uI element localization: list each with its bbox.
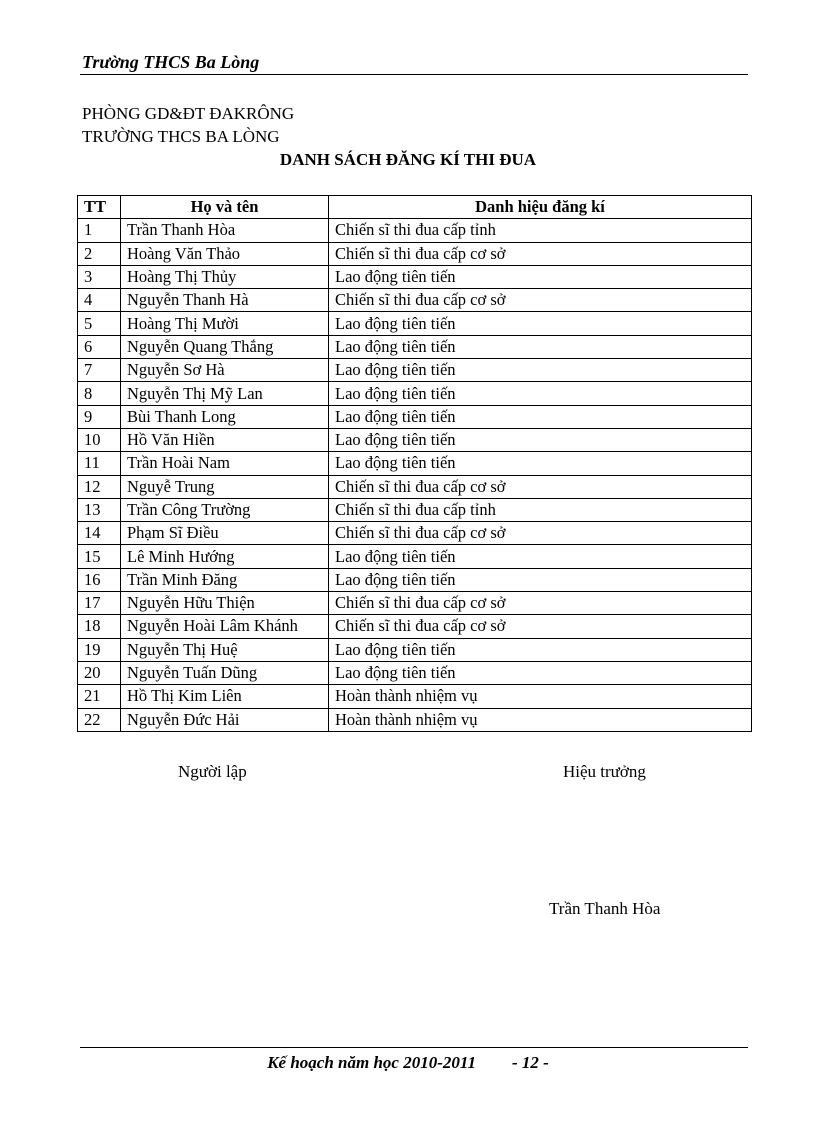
- table-header-row: [78, 196, 752, 219]
- cell-name: Nguyễn Sơ Hà: [121, 359, 329, 382]
- cell-name: Nguyễn Hoài Lâm Khánh: [121, 615, 329, 638]
- cell-title: Lao động tiên tiến: [329, 405, 752, 428]
- cell-tt: 2: [78, 242, 121, 265]
- cell-tt: 10: [78, 428, 121, 451]
- cell-title: Lao động tiên tiến: [329, 335, 752, 358]
- table-row: [78, 592, 752, 615]
- column-header-name: Họ và tên: [121, 196, 329, 219]
- cell-tt: 18: [78, 615, 121, 638]
- org-school: TRƯỜNG THCS BA LÒNG: [82, 127, 280, 146]
- cell-name: Bùi Thanh Long: [121, 405, 329, 428]
- table-row: [78, 661, 752, 684]
- cell-title: Lao động tiên tiến: [329, 568, 752, 591]
- table-row: [78, 522, 752, 545]
- table-row: [78, 289, 752, 312]
- cell-title: Chiến sĩ thi đua cấp tỉnh: [329, 219, 752, 242]
- table-row: [78, 475, 752, 498]
- signature-right-label: Hiệu trưởng: [563, 762, 646, 781]
- cell-tt: 11: [78, 452, 121, 475]
- cell-title: Lao động tiên tiến: [329, 428, 752, 451]
- cell-tt: 13: [78, 498, 121, 521]
- footer-plan-text: Kế hoạch năm học 2010-2011: [267, 1053, 476, 1072]
- table-row: [78, 545, 752, 568]
- footer-rule: [80, 1047, 748, 1048]
- table-row: [78, 452, 752, 475]
- signature-right-name: Trần Thanh Hòa: [549, 899, 661, 918]
- cell-name: Trần Công Trường: [121, 498, 329, 521]
- table-row: [78, 382, 752, 405]
- cell-name: Lê Minh Hướng: [121, 545, 329, 568]
- org-department: PHÒNG GD&ĐT ĐAKRÔNG: [82, 104, 295, 123]
- cell-name: Nguyễn Quang Thắng: [121, 335, 329, 358]
- cell-name: Nguyễn Thị Huệ: [121, 638, 329, 661]
- cell-name: Trần Hoài Nam: [121, 452, 329, 475]
- cell-name: Phạm Sĩ Điều: [121, 522, 329, 545]
- cell-tt: 9: [78, 405, 121, 428]
- cell-tt: 6: [78, 335, 121, 358]
- cell-title: Hoàn thành nhiệm vụ: [329, 708, 752, 731]
- cell-name: Nguyễn Thị Mỹ Lan: [121, 382, 329, 405]
- table-row: [78, 335, 752, 358]
- registration-table: [77, 195, 752, 732]
- cell-title: Chiến sĩ thi đua cấp cơ sở: [329, 615, 752, 638]
- cell-tt: 16: [78, 568, 121, 591]
- table-row: [78, 708, 752, 731]
- table-row: [78, 219, 752, 242]
- cell-name: Trần Thanh Hòa: [121, 219, 329, 242]
- cell-title: Lao động tiên tiến: [329, 661, 752, 684]
- cell-title: Hoàn thành nhiệm vụ: [329, 685, 752, 708]
- footer: [0, 1053, 816, 1073]
- cell-tt: 20: [78, 661, 121, 684]
- cell-tt: 21: [78, 685, 121, 708]
- cell-name: Hoàng Văn Thảo: [121, 242, 329, 265]
- cell-tt: 7: [78, 359, 121, 382]
- header-rule: [80, 74, 748, 75]
- table-row: [78, 615, 752, 638]
- cell-name: Trần Minh Đăng: [121, 568, 329, 591]
- document-title: DANH SÁCH ĐĂNG KÍ THI ĐUA: [279, 150, 537, 169]
- cell-tt: 19: [78, 638, 121, 661]
- cell-tt: 8: [78, 382, 121, 405]
- cell-title: Chiến sĩ thi đua cấp cơ sở: [329, 592, 752, 615]
- page-number: - 12 -: [511, 1053, 549, 1072]
- cell-title: Lao động tiên tiến: [329, 359, 752, 382]
- column-header-tt: TT: [78, 196, 121, 219]
- cell-title: Lao động tiên tiến: [329, 265, 752, 288]
- table-row: [78, 568, 752, 591]
- cell-tt: 3: [78, 265, 121, 288]
- cell-name: Hồ Thị Kim Liên: [121, 685, 329, 708]
- cell-name: Hồ Văn Hiền: [121, 428, 329, 451]
- table-row: [78, 242, 752, 265]
- cell-name: Nguyễ Trung: [121, 475, 329, 498]
- table-row: [78, 685, 752, 708]
- cell-tt: 4: [78, 289, 121, 312]
- cell-title: Chiến sĩ thi đua cấp cơ sở: [329, 522, 752, 545]
- column-header-title: Danh hiệu đăng kí: [329, 196, 752, 219]
- cell-name: Nguyễn Đức Hải: [121, 708, 329, 731]
- table-row: [78, 638, 752, 661]
- cell-name: Hoàng Thị Thủy: [121, 265, 329, 288]
- cell-title: Chiến sĩ thi đua cấp tỉnh: [329, 498, 752, 521]
- cell-tt: 17: [78, 592, 121, 615]
- table-row: [78, 265, 752, 288]
- cell-title: Chiến sĩ thi đua cấp cơ sở: [329, 289, 752, 312]
- cell-title: Chiến sĩ thi đua cấp cơ sở: [329, 475, 752, 498]
- cell-title: Chiến sĩ thi đua cấp cơ sở: [329, 242, 752, 265]
- cell-name: Nguyễn Thanh Hà: [121, 289, 329, 312]
- cell-title: Lao động tiên tiến: [329, 545, 752, 568]
- table-body: [78, 219, 752, 732]
- cell-tt: 22: [78, 708, 121, 731]
- cell-tt: 15: [78, 545, 121, 568]
- table-row: [78, 498, 752, 521]
- table-row: [78, 405, 752, 428]
- cell-title: Lao động tiên tiến: [329, 312, 752, 335]
- cell-tt: 12: [78, 475, 121, 498]
- signature-left-label: Người lập: [178, 762, 247, 781]
- cell-name: Nguyễn Tuấn Dũng: [121, 661, 329, 684]
- cell-tt: 14: [78, 522, 121, 545]
- cell-tt: 5: [78, 312, 121, 335]
- table-row: [78, 428, 752, 451]
- table-row: [78, 359, 752, 382]
- cell-name: Hoàng Thị Mười: [121, 312, 329, 335]
- cell-title: Lao động tiên tiến: [329, 382, 752, 405]
- cell-name: Nguyễn Hữu Thiện: [121, 592, 329, 615]
- cell-title: Lao động tiên tiến: [329, 452, 752, 475]
- table-row: [78, 312, 752, 335]
- cell-title: Lao động tiên tiến: [329, 638, 752, 661]
- header-school-name: Trường THCS Ba Lòng: [82, 52, 260, 72]
- cell-tt: 1: [78, 219, 121, 242]
